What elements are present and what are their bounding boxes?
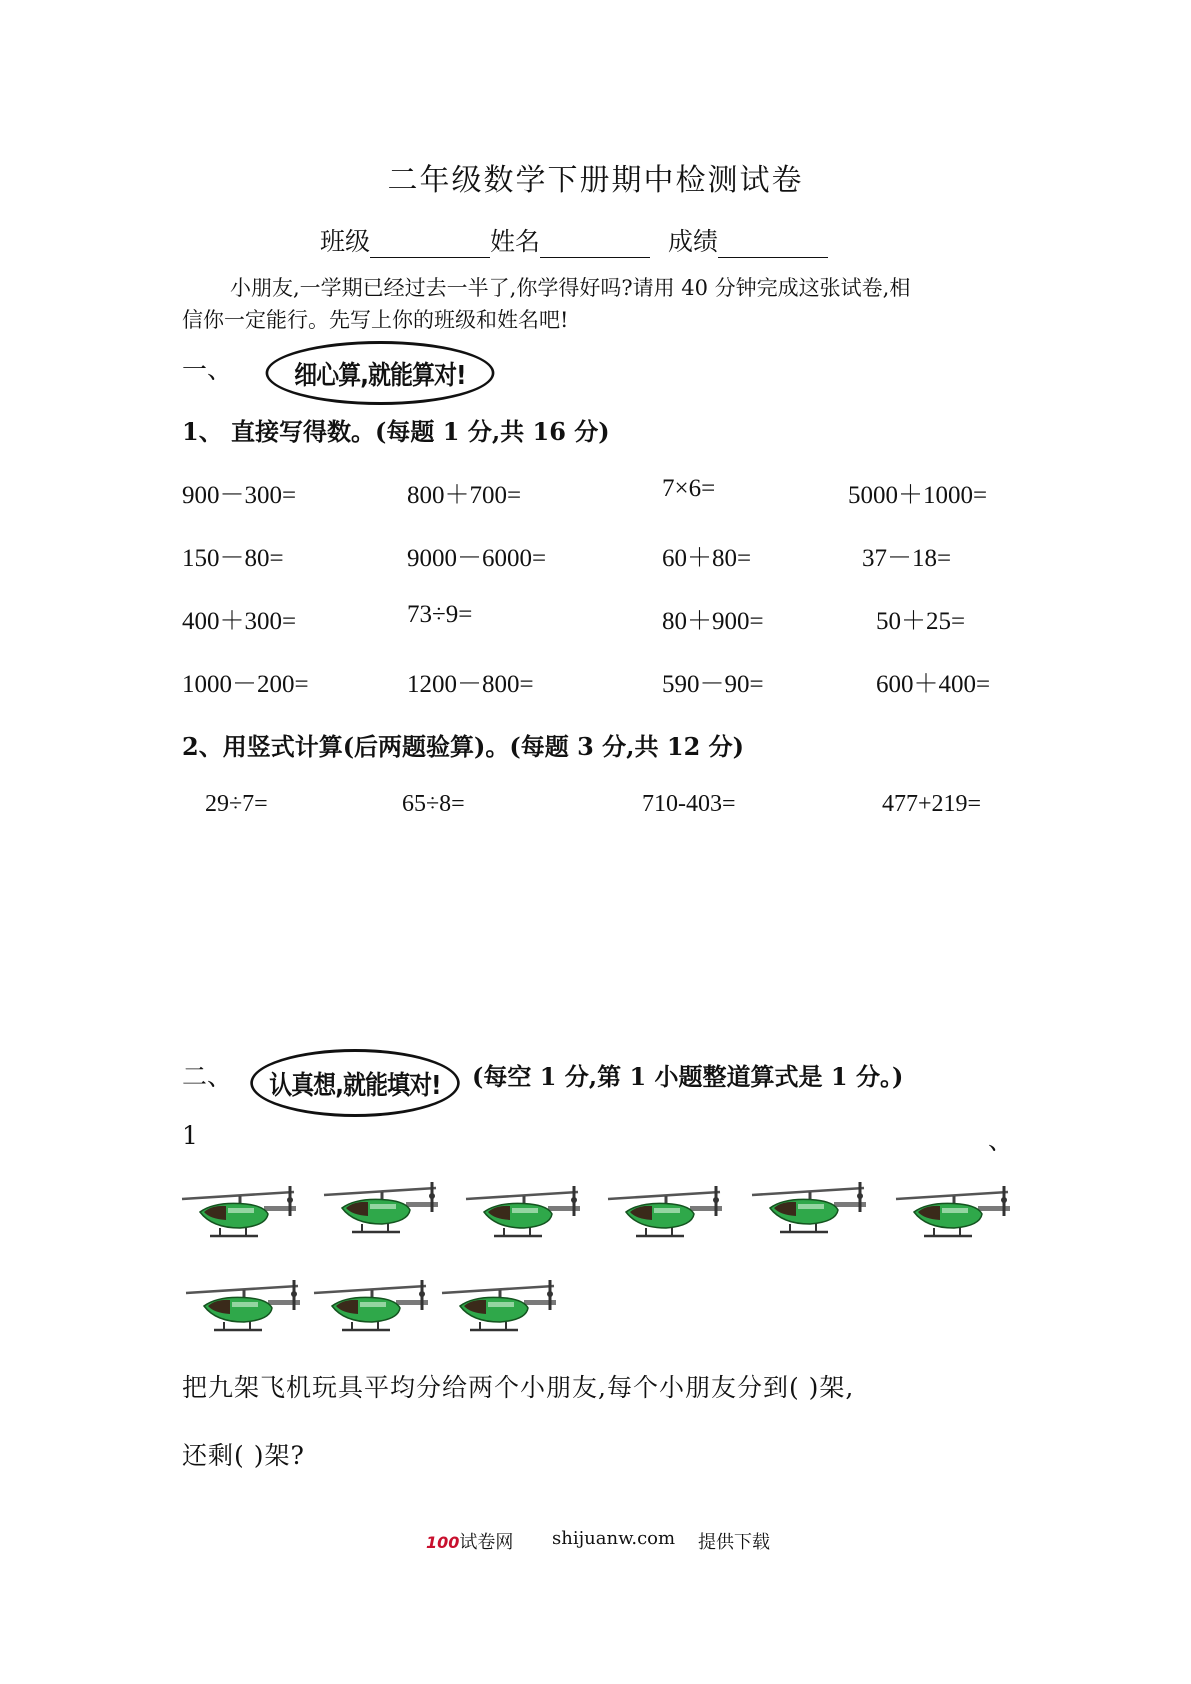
calc-item: 1200－800= bbox=[407, 671, 534, 698]
helicopter-icon bbox=[894, 1172, 1016, 1250]
calc-item: 50＋25= bbox=[876, 608, 966, 635]
helicopter-icon bbox=[312, 1266, 434, 1344]
vertical-calc-item: 477+219= bbox=[882, 791, 982, 817]
calc-item: 150－80= bbox=[182, 545, 284, 572]
student-info-line bbox=[320, 222, 828, 258]
calc-item: 80＋900= bbox=[662, 608, 764, 635]
footer-logo bbox=[426, 1528, 513, 1554]
intro-text bbox=[182, 272, 910, 336]
calc-item: 7×6= bbox=[662, 475, 716, 502]
name-blank[interactable] bbox=[540, 231, 650, 258]
calc-item: 60＋80= bbox=[662, 545, 752, 572]
calc-item: 73÷9= bbox=[407, 601, 473, 628]
vertical-calc-item: 29÷7= bbox=[205, 791, 268, 817]
footer-domain[interactable]: shijuanw.com bbox=[552, 1528, 676, 1549]
helicopter-icon bbox=[184, 1266, 306, 1344]
logo-100: 100 bbox=[426, 1533, 460, 1552]
class-label: 班级 bbox=[320, 227, 371, 256]
footer-site-name: 试卷网 bbox=[459, 1532, 514, 1553]
vertical-calc-item: 65÷8= bbox=[402, 791, 465, 817]
score-blank[interactable] bbox=[718, 231, 828, 258]
s2-q1-number: 1 bbox=[182, 1121, 198, 1150]
section2-number: 二、 bbox=[182, 1062, 233, 1091]
calc-item: 600＋400= bbox=[876, 671, 991, 698]
calc-item: 590－90= bbox=[662, 671, 764, 698]
helicopter-icon bbox=[606, 1172, 728, 1250]
helicopter-icon bbox=[440, 1266, 562, 1344]
calc-item: 9000－6000= bbox=[407, 545, 547, 572]
section1-number: 一、 bbox=[182, 355, 233, 384]
q2-title: 2、用竖式计算(后两题验算)。(每题 3 分,共 12 分) bbox=[182, 732, 744, 761]
calc-item: 400＋300= bbox=[182, 608, 297, 635]
helicopter-icon bbox=[180, 1172, 302, 1250]
helicopter-icon bbox=[750, 1168, 872, 1246]
footer-provided: 提供下载 bbox=[698, 1532, 770, 1553]
s2-q1-mark: 、 bbox=[988, 1126, 1014, 1155]
section2-banner: 认真想,就能填对! bbox=[250, 1049, 459, 1117]
calc-item: 900－300= bbox=[182, 482, 297, 509]
section1-banner: 细心算,就能算对! bbox=[266, 341, 495, 405]
calc-item: 5000＋1000= bbox=[848, 482, 988, 509]
calc-item: 37－18= bbox=[862, 545, 952, 572]
q1-title: 1、 直接写得数。(每题 1 分,共 16 分) bbox=[182, 417, 610, 446]
name-label: 姓名 bbox=[490, 227, 541, 256]
vertical-calc-item: 710-403= bbox=[642, 791, 736, 817]
page-title: 二年级数学下册期中检测试卷 bbox=[387, 163, 804, 198]
intro-line-2: 信你一定能行。先写上你的班级和姓名吧! bbox=[182, 308, 569, 332]
class-blank[interactable] bbox=[370, 231, 490, 258]
intro-line-1: 小朋友,一学期已经过去一半了,你学得好吗?请用 40 分钟完成这张试卷,相 bbox=[230, 276, 911, 300]
calc-item: 800＋700= bbox=[407, 482, 522, 509]
calc-item: 1000－200= bbox=[182, 671, 309, 698]
s2-q1-text-line2: 还剩( )架? bbox=[182, 1441, 305, 1470]
score-label: 成绩 bbox=[668, 227, 719, 256]
helicopter-icon bbox=[322, 1168, 444, 1246]
helicopter-icon bbox=[464, 1172, 586, 1250]
section2-note: (每空 1 分,第 1 小题整道算式是 1 分。) bbox=[472, 1062, 904, 1091]
s2-q1-text-line1: 把九架飞机玩具平均分给两个小朋友,每个小朋友分到( )架, bbox=[182, 1373, 855, 1402]
